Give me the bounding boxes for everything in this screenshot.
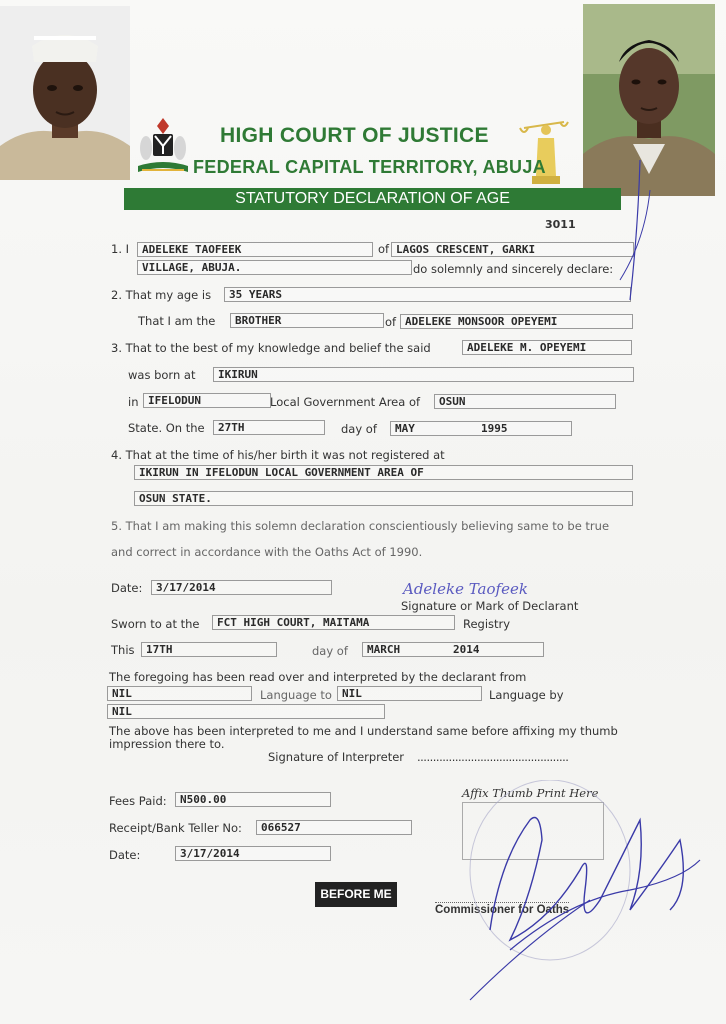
territory-title: FEDERAL CAPITAL TERRITORY, ABUJA <box>193 157 546 177</box>
section5-line1: 5. That I am making this solemn declaration conscientiously believing same to be true <box>111 519 610 533</box>
relative-name-field[interactable]: ADELEKE MONSOOR OPEYEMI <box>400 314 633 329</box>
photo-ink-mark-icon <box>600 150 660 310</box>
sworn-day-of-label: day of <box>312 644 348 658</box>
interpreter-signature-label: Signature of Interpreter <box>268 750 405 764</box>
section4-intro: 4. That at the time of his/her birth it was not registered at <box>111 448 445 462</box>
commissioner-label: Commissioner for Oaths <box>435 904 570 916</box>
declaration-date-label: Date: <box>111 581 143 595</box>
declare-text: do solemnly and sincerely declare: <box>413 262 614 276</box>
this-label: This <box>111 643 135 657</box>
declarant-photo-image <box>0 6 130 180</box>
state-field[interactable]: OSUN <box>434 394 616 409</box>
lga-field[interactable]: IFELODUN <box>143 393 271 408</box>
receipt-label: Receipt/Bank Teller No: <box>109 821 242 835</box>
from-language-field[interactable]: NIL <box>107 686 252 701</box>
registration-line2-field[interactable]: OSUN STATE. <box>134 491 633 506</box>
in-label: in <box>128 395 139 409</box>
declaration-date-field[interactable]: 3/17/2014 <box>151 580 332 595</box>
birth-day-field[interactable]: 27TH <box>213 420 325 435</box>
interpreter-signature-line: ................................................ <box>417 750 569 764</box>
fees-date-field[interactable]: 3/17/2014 <box>175 846 331 861</box>
born-at-label: was born at <box>128 368 196 382</box>
age-label: 2. That my age is <box>111 288 212 302</box>
coat-of-arms-icon <box>136 114 190 178</box>
fees-date-label: Date: <box>109 848 141 862</box>
address-line1-field[interactable]: LAGOS CRESCENT, GARKI <box>391 242 634 257</box>
before-me-label: BEFORE ME <box>315 882 397 907</box>
relation-of-label: of <box>385 315 397 329</box>
sworn-label: Sworn to at the <box>111 617 200 631</box>
language-to-label: Language to <box>260 688 332 702</box>
sworn-year-value: 2014 <box>453 643 480 656</box>
relation-label: That I am the <box>138 314 216 328</box>
commissioner-signature-icon <box>430 780 720 1010</box>
form-number: 3011 <box>545 218 576 231</box>
signature-caption: Signature or Mark of Declarant <box>401 599 579 613</box>
declarant-photo <box>0 6 130 180</box>
sworn-month-field[interactable] <box>362 642 544 657</box>
birth-month-field[interactable] <box>390 421 572 436</box>
by-language-field[interactable]: NIL <box>107 704 385 719</box>
form-title-banner: STATUTORY DECLARATION OF AGE <box>124 188 621 210</box>
state-on-label: State. On the <box>128 421 205 435</box>
birth-year-value: 1995 <box>481 422 508 435</box>
birth-month-value: MAY <box>395 422 415 435</box>
receipt-field[interactable]: 066527 <box>256 820 412 835</box>
court-title: HIGH COURT OF JUSTICE <box>220 124 489 147</box>
birth-day-of-label: day of <box>341 422 377 436</box>
registry-label: Registry <box>463 617 511 631</box>
declarant-signature: Adeleke Taofeek <box>403 580 528 598</box>
fees-label: Fees Paid: <box>109 794 167 808</box>
language-by-label: Language by <box>489 688 564 702</box>
section5-line2: and correct in accordance with the Oaths Act of 1990. <box>111 545 423 559</box>
sworn-day-field[interactable]: 17TH <box>141 642 277 657</box>
age-field[interactable]: 35 YEARS <box>224 287 631 302</box>
relation-field[interactable]: BROTHER <box>230 313 384 328</box>
section3-intro: 3. That to the best of my knowledge and belief the said <box>111 341 431 355</box>
lady-justice-icon <box>516 112 572 190</box>
subject-name-field[interactable]: ADELEKE M. OPEYEMI <box>462 340 632 355</box>
of-label: of <box>378 242 390 256</box>
registration-line1-field[interactable]: IKIRUN IN IFELODUN LOCAL GOVERNMENT AREA OF <box>134 465 633 480</box>
section1-prefix: 1. I <box>111 242 130 256</box>
birthplace-field[interactable]: IKIRUN <box>213 367 634 382</box>
interpretation-line1: The foregoing has been read over and interpreted by the declarant from <box>109 670 527 684</box>
to-language-field[interactable]: NIL <box>337 686 482 701</box>
address-line2-field[interactable]: VILLAGE, ABUJA. <box>137 260 412 275</box>
fees-field[interactable]: N500.00 <box>175 792 331 807</box>
declarant-name-field[interactable]: ADELEKE TAOFEEK <box>137 242 373 257</box>
interpretation-line2: The above has been interpreted to me and I understand same before affixing my thumb <box>109 724 618 738</box>
sworn-month-value: MARCH <box>367 643 401 656</box>
lga-label: Local Government Area of <box>270 395 421 409</box>
thumb-print-label: Affix Thumb Print Here <box>462 786 599 800</box>
sworn-location-field[interactable]: FCT HIGH COURT, MAITAMA <box>212 615 455 630</box>
interpretation-line3: impression there to. <box>109 737 225 751</box>
